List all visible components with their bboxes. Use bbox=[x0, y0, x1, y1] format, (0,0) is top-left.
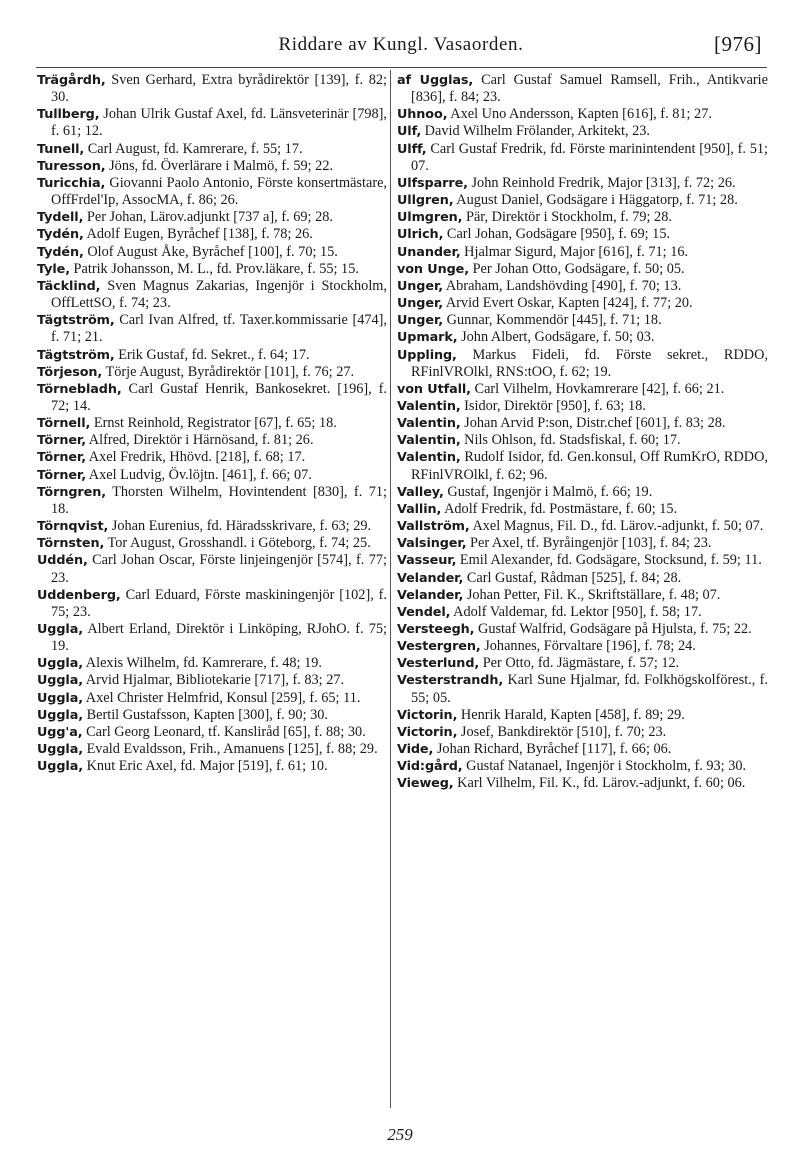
entry-details: Per Otto, fd. Jägmästare, f. 57; 12. bbox=[479, 655, 680, 672]
entry-details: Axel Christer Helmfrid, Konsul [259], f. 65; 11. bbox=[83, 689, 361, 706]
entry-surname: Törnell, bbox=[37, 416, 91, 432]
entry-details: Gunnar, Kommendör [445], f. 71; 18. bbox=[443, 312, 662, 329]
entry-details: Axel Fredrik, Hhövd. [218], f. 68; 17. bbox=[86, 449, 306, 466]
entry-surname: Trägårdh, bbox=[37, 73, 106, 88]
entry bbox=[397, 570, 768, 587]
entry bbox=[37, 724, 387, 741]
entry bbox=[397, 329, 768, 346]
entry bbox=[37, 655, 387, 672]
page-header bbox=[36, 28, 766, 62]
entry-details: Giovanni Paolo Antonio, Förste konsertmästare, OffFrdel'Ip, AssocMA, f. 86; 26. bbox=[51, 174, 387, 209]
entry bbox=[397, 758, 768, 775]
entry-surname: Törner, bbox=[37, 433, 87, 449]
entry-surname: Unger, bbox=[397, 296, 444, 312]
entry bbox=[37, 535, 387, 552]
entry-details: Thorsten Wilhelm, Hovintendent [830], f. 71; 18. bbox=[51, 483, 387, 517]
entry-details: Adolf Valdemar, fd. Lektor [950], f. 58; 17. bbox=[450, 603, 702, 620]
entry bbox=[37, 690, 387, 707]
entry bbox=[397, 604, 768, 621]
entry-details: Per Axel, tf. Byråingenjör [103], f. 84; 23. bbox=[466, 535, 712, 552]
entry bbox=[397, 672, 768, 706]
entry-details: Emil Alexander, fd. Godsägare, Stocksund, f. 59; 11. bbox=[456, 552, 762, 569]
entry-surname: Ulrich, bbox=[397, 227, 444, 243]
entry-details: Carl Georg Leonard, tf. Kansliråd [65], f. 88; 30. bbox=[82, 723, 366, 740]
entry-surname: Valentin, bbox=[397, 450, 461, 466]
entry-details: Isidor, Direktör [950], f. 63; 18. bbox=[460, 397, 646, 414]
entry-surname: Tydén, bbox=[37, 244, 84, 260]
entry bbox=[37, 175, 387, 209]
entry-details: John Reinhold Fredrik, Major [313], f. 72; 26. bbox=[467, 174, 736, 191]
entry bbox=[37, 432, 387, 449]
entry-surname: Unander, bbox=[397, 244, 461, 260]
entry bbox=[37, 672, 387, 689]
entry-details: Sven Gerhard, Extra byrådirektör [139], f. 82; 30. bbox=[51, 72, 387, 106]
entry-details: Adolf Eugen, Byråchef [138], f. 78; 26. bbox=[83, 226, 313, 243]
entry-surname: Törngren, bbox=[37, 484, 106, 500]
entry-surname: Törnebladh, bbox=[37, 381, 122, 397]
entry-details: Alfred, Direktör i Härnösand, f. 81; 26. bbox=[86, 432, 314, 449]
entry bbox=[397, 638, 768, 655]
entry-details: Johan Arvid P:son, Distr.chef [601], f. 83; 28. bbox=[460, 415, 726, 432]
entry bbox=[37, 364, 387, 381]
entry bbox=[397, 106, 768, 123]
entry bbox=[397, 449, 768, 483]
entry-details: Rudolf Isidor, fd. Gen.konsul, Off RumKrO, RDDO, RFinlVROlkl, f. 62; 96. bbox=[411, 449, 768, 483]
entry-surname: Uggla, bbox=[37, 707, 83, 723]
entry bbox=[37, 741, 387, 758]
entry bbox=[397, 775, 768, 792]
entry bbox=[397, 484, 768, 501]
entry-details: Per Johan, Lärov.adjunkt [737 a], f. 69; 28. bbox=[83, 209, 333, 226]
entry-details: Johan Eurenius, fd. Häradsskrivare, f. 63; 29. bbox=[108, 518, 372, 535]
entry-surname: Vieweg, bbox=[397, 776, 454, 792]
entry bbox=[37, 106, 387, 140]
entry-details: Albert Erland, Direktör i Linköping, RJohO. f. 75; 19. bbox=[51, 621, 387, 655]
entry-surname: Vide, bbox=[397, 742, 434, 758]
entry bbox=[37, 449, 387, 466]
entry bbox=[397, 278, 768, 295]
entry-details: Axel Ludvig, Öv.löjtn. [461], f. 66; 07. bbox=[86, 466, 312, 483]
entry-surname: Uddenberg, bbox=[37, 587, 121, 603]
right-column bbox=[397, 72, 768, 1107]
entry-surname: Uggla, bbox=[37, 690, 83, 706]
entry-surname: Vestergren, bbox=[397, 639, 481, 655]
entry bbox=[37, 552, 387, 586]
entry-details: Josef, Bankdirektör [510], f. 70; 23. bbox=[457, 723, 667, 740]
entry bbox=[397, 741, 768, 758]
entry-details: Carl Eduard, Förste maskiningenjör [102], f. 75; 23. bbox=[51, 586, 387, 620]
entry-surname: Tydell, bbox=[37, 210, 84, 226]
entry bbox=[397, 123, 768, 140]
entry-surname: Ugg'a, bbox=[37, 724, 83, 740]
column-divider bbox=[390, 70, 391, 1108]
entry-surname: Upmark, bbox=[397, 330, 458, 346]
entry bbox=[37, 484, 387, 518]
entry bbox=[397, 707, 768, 724]
entry-surname: Tydén, bbox=[37, 227, 84, 243]
entry-details: Knut Eric Axel, fd. Major [519], f. 61; 10. bbox=[83, 758, 328, 775]
entry-surname: Tägtström, bbox=[37, 347, 115, 363]
entry bbox=[397, 432, 768, 449]
entry-details: Jöns, fd. Överlärare i Malmö, f. 59; 22. bbox=[105, 157, 334, 174]
entry bbox=[37, 587, 387, 621]
entry-surname: Törnqvist, bbox=[37, 519, 109, 535]
entry-surname: Valentin, bbox=[397, 433, 461, 449]
entry-surname: Tunell, bbox=[37, 141, 85, 157]
entry-surname: Uggla, bbox=[37, 673, 83, 689]
entry-surname: Tyle, bbox=[37, 261, 70, 277]
entry bbox=[397, 501, 768, 518]
entry-details: Abraham, Landshövding [490], f. 70; 13. bbox=[443, 277, 682, 294]
entry bbox=[397, 398, 768, 415]
entry-surname: Tägtström, bbox=[37, 313, 115, 329]
entry-details: Ernst Reinhold, Registrator [67], f. 65; 18. bbox=[90, 415, 337, 432]
entry-details: Axel Magnus, Fil. D., fd. Lärov.-adjunkt, f. 50; 07. bbox=[469, 518, 764, 535]
entry-details: Johan Petter, Fil. K., Skriftställare, f. 48; 07. bbox=[463, 586, 721, 603]
entry-surname: Törner, bbox=[37, 467, 87, 483]
entry-details: Adolf Fredrik, fd. Postmästare, f. 60; 15. bbox=[441, 500, 678, 517]
entry-details: Nils Ohlson, fd. Stadsfiskal, f. 60; 17. bbox=[460, 432, 681, 449]
entry bbox=[37, 707, 387, 724]
entry bbox=[397, 535, 768, 552]
page-footer-number: 259 bbox=[387, 1125, 413, 1144]
entry-surname: Uggla, bbox=[37, 622, 83, 637]
entry-details: Olof August Åke, Byråchef [100], f. 70; 15. bbox=[83, 243, 338, 260]
entry bbox=[397, 381, 768, 398]
entry-details: Carl Vilhelm, Hovkamrerare [42], f. 66; 21. bbox=[470, 380, 725, 397]
entry-details: Gustaf Natanael, Ingenjör i Stockholm, f. 93; 30. bbox=[462, 758, 747, 775]
entry-details: Johannes, Förvaltare [196], f. 78; 24. bbox=[480, 638, 696, 655]
entry-surname: Unger, bbox=[397, 278, 444, 294]
entry-surname: Tullberg, bbox=[37, 107, 100, 123]
entry-details: Carl Gustaf Fredrik, fd. Förste marinintendent [950], f. 51; 07. bbox=[411, 140, 768, 174]
entry-surname: Turicchia, bbox=[37, 175, 106, 191]
entry-details: Bertil Gustafsson, Kapten [300], f. 90; 30. bbox=[83, 706, 328, 723]
entry-surname: Uggla, bbox=[37, 656, 83, 672]
entry-details: Gustaf, Ingenjör i Malmö, f. 66; 19. bbox=[443, 483, 653, 500]
entry-details: Karl Sune Hjalmar, fd. Folkhögskolförest., f. 55; 05. bbox=[411, 672, 768, 706]
entry bbox=[37, 312, 387, 346]
entry-surname: Vasseur, bbox=[397, 553, 457, 569]
entry bbox=[37, 381, 387, 415]
entry bbox=[397, 209, 768, 226]
entry-surname: Valentin, bbox=[397, 398, 461, 414]
entry-details: Karl Vilhelm, Fil. K., fd. Lärov.-adjunkt, f. 60; 06. bbox=[453, 775, 746, 792]
entry-surname: Valsinger, bbox=[397, 536, 467, 552]
entry bbox=[397, 244, 768, 261]
entry-details: John Albert, Godsägare, f. 50; 03. bbox=[457, 329, 655, 346]
entry-surname: Ulfsparre, bbox=[397, 175, 468, 191]
entry bbox=[37, 758, 387, 775]
header-rule bbox=[36, 67, 767, 68]
entry bbox=[397, 192, 768, 209]
entry bbox=[37, 621, 387, 655]
entry-surname: Ulf, bbox=[397, 124, 422, 140]
left-column bbox=[37, 72, 387, 1107]
entry-details: David Wilhelm Frölander, Arkitekt, 23. bbox=[421, 123, 650, 140]
entry bbox=[37, 347, 387, 364]
entry bbox=[397, 621, 768, 638]
entry bbox=[37, 226, 387, 243]
entry-details: Johan Ulrik Gustaf Axel, fd. Länsveterinär [798], f. 61; 12. bbox=[51, 106, 387, 140]
entry-surname: von Unge, bbox=[397, 261, 470, 277]
entry-surname: Uppling, bbox=[397, 347, 457, 363]
entry-details: Törje August, Byrådirektör [101], f. 76; 27. bbox=[102, 363, 355, 380]
entry bbox=[37, 278, 387, 312]
entry bbox=[397, 724, 768, 741]
entry-details: Sven Magnus Zakarias, Ingenjör i Stockholm, OffLettSO, f. 74; 23. bbox=[51, 277, 387, 312]
entry bbox=[37, 415, 387, 432]
entry-surname: Valentin, bbox=[397, 416, 461, 432]
entry-surname: Uhnoo, bbox=[397, 107, 448, 123]
entry bbox=[397, 295, 768, 312]
entry bbox=[397, 518, 768, 535]
entry-surname: Ullgren, bbox=[397, 193, 454, 209]
entry bbox=[37, 72, 387, 106]
entry-surname: Versteegh, bbox=[397, 622, 475, 637]
entry-details: Carl Johan Oscar, Förste linjeingenjör [574], f. 77; 23. bbox=[51, 552, 387, 586]
entry bbox=[397, 226, 768, 243]
entry-surname: Victorin, bbox=[397, 707, 458, 723]
entry-surname: Vesterstrandh, bbox=[397, 673, 504, 689]
entry bbox=[397, 655, 768, 672]
entry-details: Tor August, Grosshandl. i Göteborg, f. 74; 25. bbox=[104, 535, 371, 552]
entry bbox=[397, 552, 768, 569]
entry-details: Carl Gustaf Henrik, Bankosekret. [196], f. 72; 14. bbox=[51, 380, 387, 414]
entry-surname: Valley, bbox=[397, 484, 444, 500]
entry bbox=[397, 347, 768, 381]
entry-surname: Vallin, bbox=[397, 501, 442, 517]
entry bbox=[397, 587, 768, 604]
entry-surname: von Utfall, bbox=[397, 381, 471, 397]
entry-surname: Uddén, bbox=[37, 553, 88, 569]
entry-surname: Vallström, bbox=[397, 519, 470, 535]
entry-details: Markus Fideli, fd. Förste sekret., RDDO, RFinlVROlkl, RNS:tOO, f. 62; 19. bbox=[411, 346, 768, 380]
entry-surname: Vesterlund, bbox=[397, 656, 480, 672]
entry-details: Carl Ivan Alfred, tf. Taxer.kommissarie [474], f. 71; 21. bbox=[51, 312, 387, 346]
entry bbox=[397, 141, 768, 175]
entry-details: Alexis Wilhelm, fd. Kamrerare, f. 48; 19. bbox=[83, 655, 322, 672]
entry-surname: Uggla, bbox=[37, 759, 83, 775]
page-number-bracketed: [976] bbox=[714, 32, 762, 56]
entry bbox=[397, 72, 768, 106]
entry-surname: Unger, bbox=[397, 313, 444, 329]
entry-details: Arvid Evert Oskar, Kapten [424], f. 77; 20. bbox=[443, 295, 693, 312]
entry-surname: Törnsten, bbox=[37, 536, 105, 552]
entry-details: Gustaf Walfrid, Godsägare på Hjulsta, f. 75; 22. bbox=[474, 621, 752, 637]
entry-details: Arvid Hjalmar, Bibliotekarie [717], f. 83; 27. bbox=[83, 672, 345, 689]
entry-details: Carl Johan, Godsägare [950], f. 69; 15. bbox=[443, 226, 671, 243]
entry bbox=[37, 158, 387, 175]
entry bbox=[397, 175, 768, 192]
entry-details: Pär, Direktör i Stockholm, f. 79; 28. bbox=[462, 209, 672, 226]
entry-details: Evald Evaldsson, Frih., Amanuens [125], f. 88; 29. bbox=[83, 741, 378, 758]
entry-surname: Ulmgren, bbox=[397, 210, 463, 226]
entry bbox=[37, 209, 387, 226]
entry-surname: Vid:gård, bbox=[397, 759, 463, 775]
entry bbox=[37, 518, 387, 535]
entry-details: Patrik Johansson, M. L., fd. Prov.läkare, f. 55; 15. bbox=[69, 260, 359, 277]
entry-surname: Uggla, bbox=[37, 742, 83, 758]
entry-surname: Täcklind, bbox=[37, 278, 101, 294]
entry-surname: Törner, bbox=[37, 450, 87, 466]
entry bbox=[397, 415, 768, 432]
entry-details: Carl Gustaf Samuel Ramsell, Frih., Antikvarie [836], f. 84; 23. bbox=[411, 72, 768, 106]
entry bbox=[37, 141, 387, 158]
entry-details: Hjalmar Sigurd, Major [616], f. 71; 16. bbox=[460, 243, 689, 260]
entry-surname: Victorin, bbox=[397, 724, 458, 740]
entry-surname: Velander, bbox=[397, 570, 464, 586]
entry bbox=[37, 261, 387, 278]
entry bbox=[397, 312, 768, 329]
page-title: Riddare av Kungl. Vasaorden. bbox=[278, 34, 524, 55]
entry-details: Erik Gustaf, fd. Sekret., f. 64; 17. bbox=[114, 346, 310, 363]
entry-details: Carl August, fd. Kamrerare, f. 55; 17. bbox=[84, 140, 303, 157]
entry-surname: Vendel, bbox=[397, 604, 451, 620]
entry-details: Henrik Harald, Kapten [458], f. 89; 29. bbox=[457, 706, 685, 723]
entry-surname: Turesson, bbox=[37, 158, 106, 174]
entry-surname: Velander, bbox=[397, 587, 464, 603]
entry-surname: Ulff, bbox=[397, 141, 427, 157]
entry bbox=[397, 261, 768, 278]
entry-surname: af Ugglas, bbox=[397, 73, 474, 88]
entry-details: Per Johan Otto, Godsägare, f. 50; 05. bbox=[469, 260, 685, 277]
entry-surname: Törjeson, bbox=[37, 364, 103, 380]
entry-details: August Daniel, Godsägare i Häggatorp, f. 71; 28. bbox=[453, 192, 738, 209]
entry bbox=[37, 467, 387, 484]
entry bbox=[37, 244, 387, 261]
entry-details: Carl Gustaf, Rådman [525], f. 84; 28. bbox=[463, 569, 682, 586]
entry-details: Axel Uno Andersson, Kapten [616], f. 81; 27. bbox=[447, 106, 712, 123]
entry-details: Johan Richard, Byråchef [117], f. 66; 06. bbox=[433, 741, 672, 758]
